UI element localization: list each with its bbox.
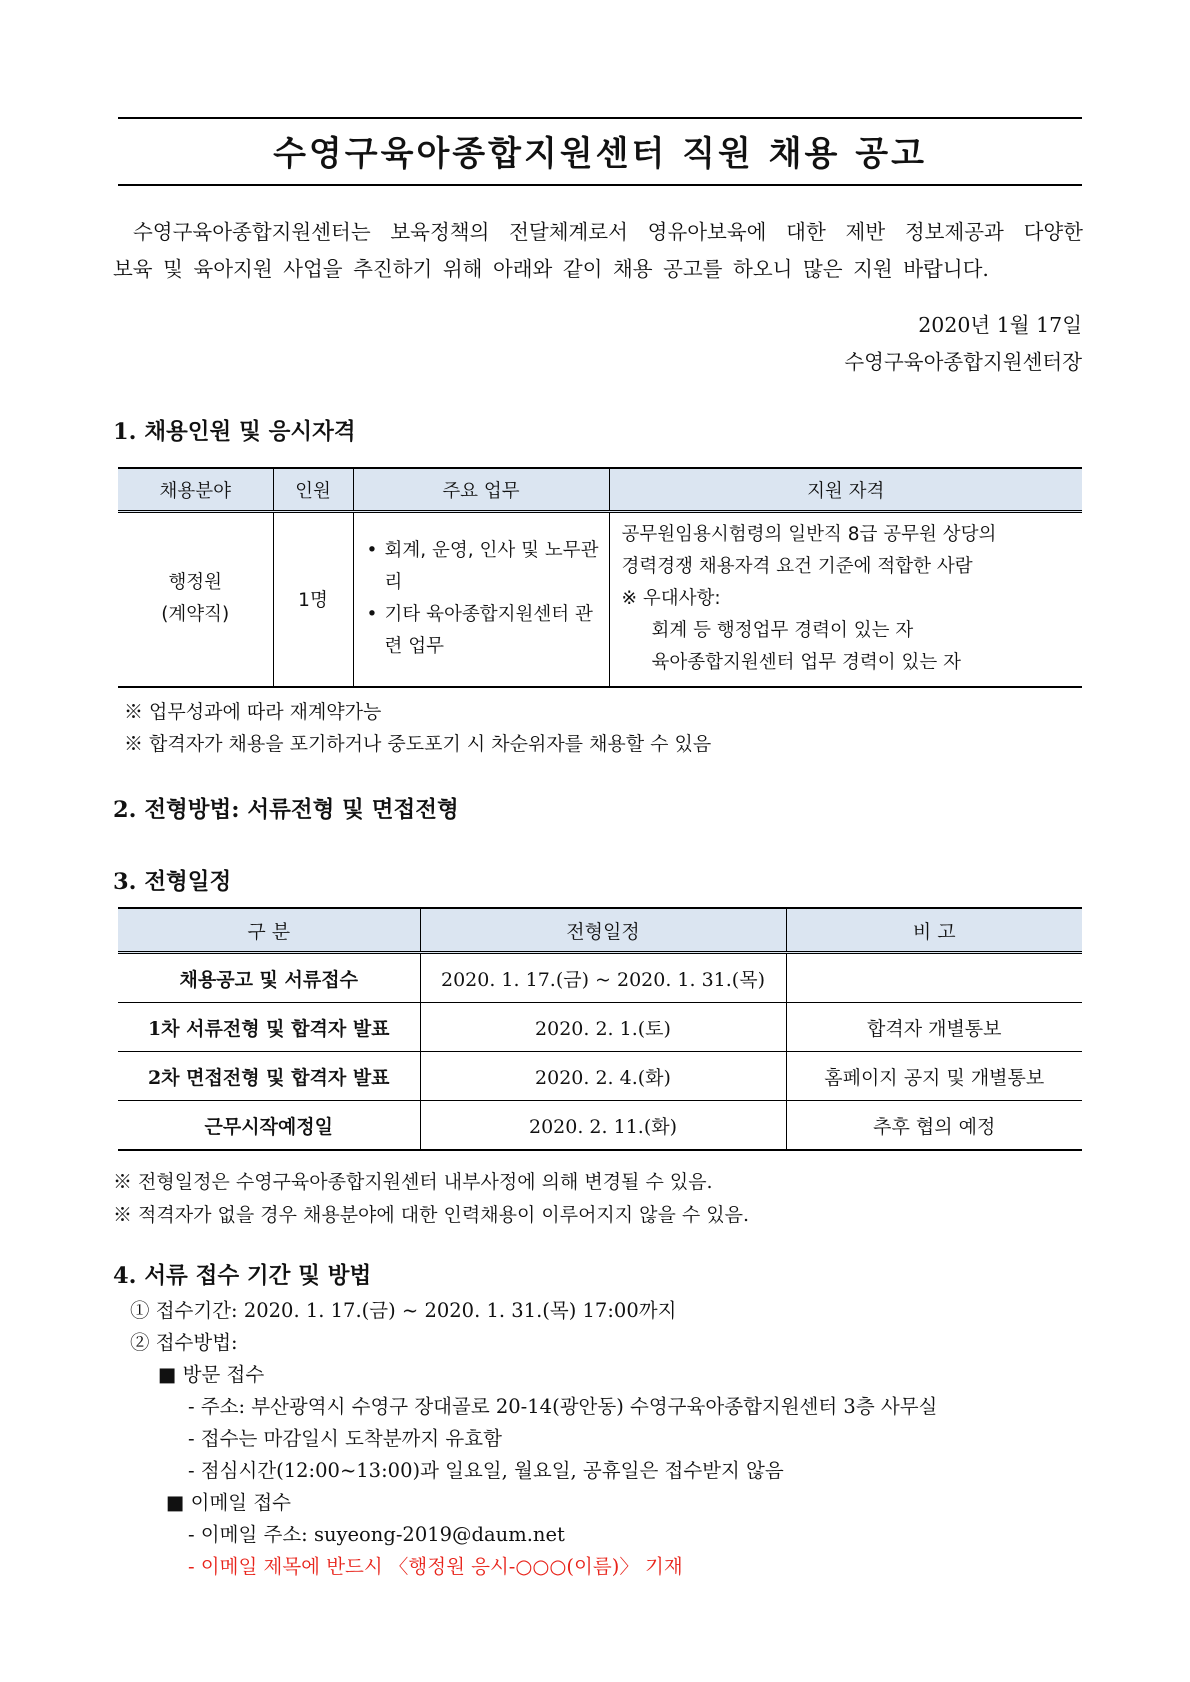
intro-line: 수영구육아종합지원센터는 보육정책의 전달체계로서 영유아보육에 대한 제반 정보제공과 다양한 — [133, 220, 1083, 244]
section1-heading: 1. 채용인원 및 응시자격 — [113, 419, 356, 445]
section1-note: ※ 업무성과에 따라 재계약가능 — [124, 701, 382, 723]
list-item: - 점심시간(12:00~13:00)과 일요일, 월요일, 공휴일은 접수받지 않음 — [188, 1459, 784, 1482]
remarks-cell: 추후 협의 예정 — [786, 1101, 1082, 1151]
list-item: - 접수는 마감일시 도착분까지 유효함 — [188, 1427, 502, 1450]
remarks-cell: 홈페이지 공지 및 개별통보 — [786, 1052, 1082, 1101]
recruitment-table — [118, 467, 1082, 688]
signer: 수영구육아종합지원센터장 — [844, 350, 1082, 374]
application-method-label: ② 접수방법: — [130, 1331, 238, 1354]
count-cell: 1명 — [273, 512, 353, 687]
title-top-rule — [118, 117, 1082, 119]
table-header-row — [118, 908, 1082, 953]
duties-list — [355, 535, 608, 663]
col-header-duties: 주요 업무 — [353, 468, 609, 512]
schedule-cell: 2020. 2. 11.(화) — [420, 1101, 786, 1151]
email-title: ■ 이메일 접수 — [166, 1491, 292, 1514]
list-item: - 주소: 부산광역시 수영구 장대골로 20-14(광안동) 수영구육아종합지원센터 3층 사무실 — [188, 1395, 938, 1418]
section4-heading: 4. 서류 접수 기간 및 방법 — [113, 1263, 372, 1289]
col-header-remarks: 비 고 — [786, 908, 1082, 953]
page-title: 수영구육아종합지원센터 직원 채용 공고 — [273, 134, 927, 174]
email-address: - 이메일 주소: suyeong-2019@daum.net — [188, 1523, 565, 1546]
remarks-cell — [786, 953, 1082, 1003]
qualification-cell — [609, 512, 1082, 687]
col-header-qualification: 지원 자격 — [609, 468, 1082, 512]
list-item: • 회계, 운영, 인사 및 노무관리 — [365, 535, 600, 599]
remarks-cell: 합격자 개별통보 — [786, 1003, 1082, 1052]
section2-heading: 2. 전형방법: 서류전형 및 면접전형 — [113, 797, 459, 823]
application-period: ① 접수기간: 2020. 1. 17.(금) ~ 2020. 1. 31.(목) 17:00까지 — [130, 1299, 677, 1322]
visit-title: ■ 방문 접수 — [158, 1363, 265, 1386]
col-header-field: 채용분야 — [118, 468, 273, 512]
qualification-text: 경력경쟁 채용자격 요건 기준에 적합한 사람 — [621, 556, 973, 578]
intro-paragraph — [113, 214, 1083, 288]
section3-note: ※ 전형일정은 수영구육아종합지원센터 내부사정에 의해 변경될 수 있음. — [113, 1171, 713, 1193]
announcement-date: 2020년 1월 17일 — [918, 313, 1082, 337]
email-subject-note: - 이메일 제목에 반드시 〈행정원 응시-○○○(이름)〉 기재 — [188, 1555, 683, 1578]
table-row — [118, 953, 1082, 1003]
stage-cell: 1차 서류전형 및 합격자 발표 — [118, 1003, 420, 1052]
duties-cell — [353, 512, 609, 687]
table-row — [118, 1003, 1082, 1052]
title-bottom-rule — [118, 184, 1082, 186]
table-row — [118, 1052, 1082, 1101]
section1-note: ※ 합격자가 채용을 포기하거나 중도포기 시 차순위자를 채용할 수 있음 — [124, 733, 712, 755]
table-row — [118, 512, 1082, 687]
table-header-row — [118, 468, 1082, 512]
preference-item: 육아종합지원센터 업무 경력이 있는 자 — [651, 652, 961, 674]
col-header-count: 인원 — [273, 468, 353, 512]
preference-label: ※ 우대사항: — [621, 588, 721, 610]
application-details — [130, 1295, 937, 1583]
stage-cell: 2차 면접전형 및 합격자 발표 — [118, 1052, 420, 1101]
qualification-text: 공무원임용시험령의 일반직 8급 공무원 상당의 — [621, 524, 997, 546]
field-name: 행정원 — [168, 572, 223, 594]
field-cell — [118, 512, 273, 687]
col-header-schedule: 전형일정 — [420, 908, 786, 953]
schedule-table — [118, 907, 1082, 1151]
table-row — [118, 1101, 1082, 1151]
section3-note: ※ 적격자가 없을 경우 채용분야에 대한 인력채용이 이루어지지 않을 수 있음. — [113, 1204, 750, 1226]
section3-heading: 3. 전형일정 — [113, 869, 232, 895]
schedule-cell: 2020. 1. 17.(금) ~ 2020. 1. 31.(목) — [420, 953, 786, 1003]
field-type: (계약직) — [161, 604, 230, 626]
stage-cell: 채용공고 및 서류접수 — [118, 953, 420, 1003]
col-header-stage: 구 분 — [118, 908, 420, 953]
intro-line: 보육 및 육아지원 사업을 추진하기 위해 아래와 같이 채용 공고를 하오니 많은 지원 바랍니다. — [113, 257, 989, 281]
schedule-cell: 2020. 2. 1.(토) — [420, 1003, 786, 1052]
stage-cell: 근무시작예정일 — [118, 1101, 420, 1151]
schedule-cell: 2020. 2. 4.(화) — [420, 1052, 786, 1101]
preference-item: 회계 등 행정업무 경력이 있는 자 — [651, 620, 914, 642]
list-item: • 기타 육아종합지원센터 관련 업무 — [365, 599, 600, 663]
